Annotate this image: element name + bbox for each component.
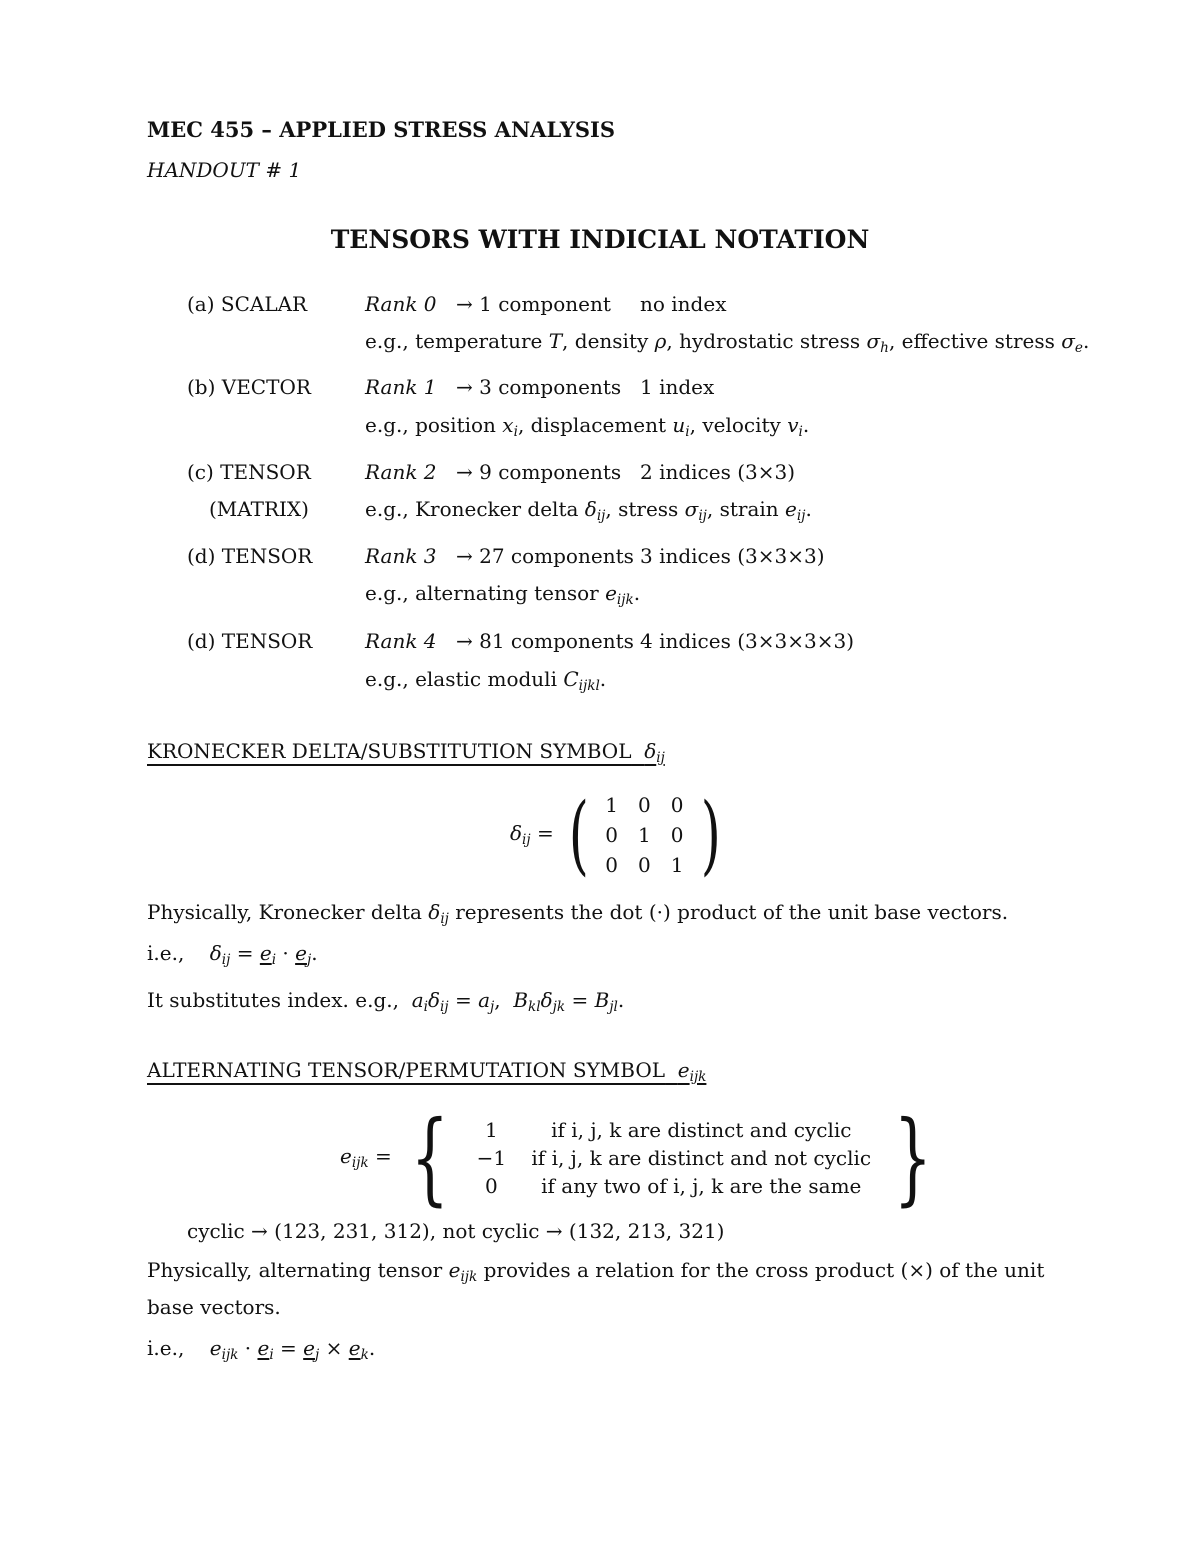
alternating-heading-text: ALTERNATING TENSOR/PERMUTATION SYMBOL (147, 1058, 666, 1082)
alternating-equation: $e_{ijk}$ = { 1 if i, j, k are distinct and cyclic −1 if i, j, k are distinct and not cyclic 0 if any two of i, j, k are the same } (340, 1099, 932, 1216)
tensor-components: → 81 components (456, 629, 634, 653)
tensor-rank: Rank 1 (365, 375, 437, 399)
matrix-cell: 0 (638, 853, 651, 877)
kronecker-heading-text: KRONECKER DELTA/SUBSTITUTION SYMBOL (147, 739, 632, 763)
cyclic-line: cyclic → (123, 231, 312), not cyclic → (132, 213, 321) (187, 1219, 725, 1243)
left-brace: { (410, 1099, 449, 1216)
kronecker-equation: $\delta_{ij}$ = ( 1 0 0 0 1 0 0 0 1 ) (510, 785, 721, 885)
text-span: Physically, alternating tensor (147, 1258, 449, 1282)
handout-label: HANDOUT # 1 (147, 158, 302, 182)
alternating-heading: ALTERNATING TENSOR/PERMUTATION SYMBOL $e_{ijk}$ (147, 1058, 707, 1086)
alternating-physical-text-cont: base vectors. (147, 1295, 281, 1319)
case-value: −1 (476, 1146, 507, 1170)
kronecker-ie-line: i.e., $\delta_{ij} = e_i \cdot e_j$. (147, 941, 318, 969)
case-value: 1 (485, 1118, 498, 1142)
tensor-indices: 1 index (640, 375, 715, 399)
tensor-example: e.g., alternating tensor $e_{ijk}$. (365, 581, 641, 609)
tensor-example-prefix: e.g., temperature (365, 329, 549, 353)
tensor-indices: no index (640, 292, 727, 316)
tensor-example-prefix: e.g., Kronecker delta (365, 497, 585, 521)
kronecker-matrix (595, 790, 693, 880)
tensor-rank: Rank 2 (365, 460, 437, 484)
tensor-example: e.g., temperature T, density ρ, hydrostatic stress $\sigma_h$, effective stress $\sigma_e$. (365, 329, 1090, 357)
tensor-type-label: (b) VECTOR (187, 375, 311, 399)
text-span: provides a relation for the cross product (×) of the unit (477, 1258, 1045, 1282)
matrix-cell: 0 (670, 823, 684, 847)
tensor-indices: 3 indices (3×3×3) (640, 544, 825, 568)
alternating-ie-line: i.e., $e_{ijk} \cdot e_i = e_j \times e_k$. (147, 1336, 376, 1364)
alternating-physical-text: Physically, alternating tensor $e_{ijk}$ provides a relation for the cross product (×) of the unit (147, 1258, 1045, 1286)
tensor-indices: 2 indices (3×3) (640, 460, 796, 484)
tensor-components: → 27 components (456, 544, 634, 568)
tensor-example: e.g., position $x_i$, displacement $u_i$, velocity $v_i$. (365, 413, 810, 441)
tensor-components: → 1 component (456, 292, 611, 316)
case-condition: if i, j, k are distinct and not cyclic (531, 1146, 872, 1170)
ie-label: i.e., (147, 1336, 185, 1360)
tensor-type-label: (c) TENSOR (187, 460, 311, 484)
tensor-rank: Rank 4 (365, 629, 437, 653)
matrix-cell: 1 (605, 793, 619, 817)
tensor-example-prefix: e.g., elastic moduli (365, 667, 564, 691)
matrix-cell: 1 (670, 853, 684, 877)
text-span: represents the dot (·) product of the unit base vectors. (448, 900, 1009, 924)
tensor-indices: 4 indices (3×3×3×3) (640, 629, 854, 653)
tensor-example-prefix: e.g., alternating tensor (365, 581, 606, 605)
substitution-line: It substitutes index. e.g., $a_i\delta_{ij} = a_j$, $B_{kl}\delta_{jk} = B_{jl}$. (147, 988, 625, 1016)
matrix-cell: 0 (638, 793, 651, 817)
tensor-type-label: (a) SCALAR (187, 292, 308, 316)
tensor-type-label: (d) TENSOR (187, 629, 313, 653)
tensor-example: e.g., Kronecker delta $\delta_{ij}$, stress $\sigma_{ij}$, strain $e_{ij}$. (365, 497, 812, 525)
tensor-example: e.g., elastic moduli $C_{ijkl}$. (365, 667, 607, 695)
tensor-components: → 3 components (456, 375, 622, 399)
tensor-rank: Rank 0 (365, 292, 437, 316)
tensor-components: → 9 components (456, 460, 622, 484)
course-title: MEC 455 – APPLIED STRESS ANALYSIS (147, 117, 616, 142)
tensor-rank: Rank 3 (365, 544, 437, 568)
case-condition: if any two of i, j, k are the same (541, 1174, 862, 1198)
case-condition: if i, j, k are distinct and cyclic (551, 1118, 852, 1142)
alternating-cases (461, 1116, 881, 1200)
right-paren: ) (700, 785, 721, 885)
matrix-cell: 0 (605, 823, 619, 847)
right-brace: } (893, 1099, 932, 1216)
matrix-cell: 1 (638, 823, 651, 847)
kronecker-physical-text: Physically, Kronecker delta $\delta_{ij}$ represents the dot (·) product of the unit base vectors. (147, 900, 1009, 928)
matrix-cell: 0 (605, 853, 619, 877)
left-paren: ( (568, 785, 589, 885)
kronecker-heading: KRONECKER DELTA/SUBSTITUTION SYMBOL $\delta_{ij}$ (147, 739, 665, 767)
tensor-example-prefix: e.g., position (365, 413, 503, 437)
case-value: 0 (485, 1174, 498, 1198)
matrix-cell: 0 (670, 793, 684, 817)
tensor-type-label: (d) TENSOR (187, 544, 313, 568)
ie-label: i.e., (147, 941, 185, 965)
page-title: TENSORS WITH INDICIAL NOTATION (330, 225, 870, 254)
substitution-text: It substitutes index. e.g., (147, 988, 399, 1012)
tensor-type-sublabel: (MATRIX) (209, 497, 309, 521)
text-span: Physically, Kronecker delta (147, 900, 429, 924)
